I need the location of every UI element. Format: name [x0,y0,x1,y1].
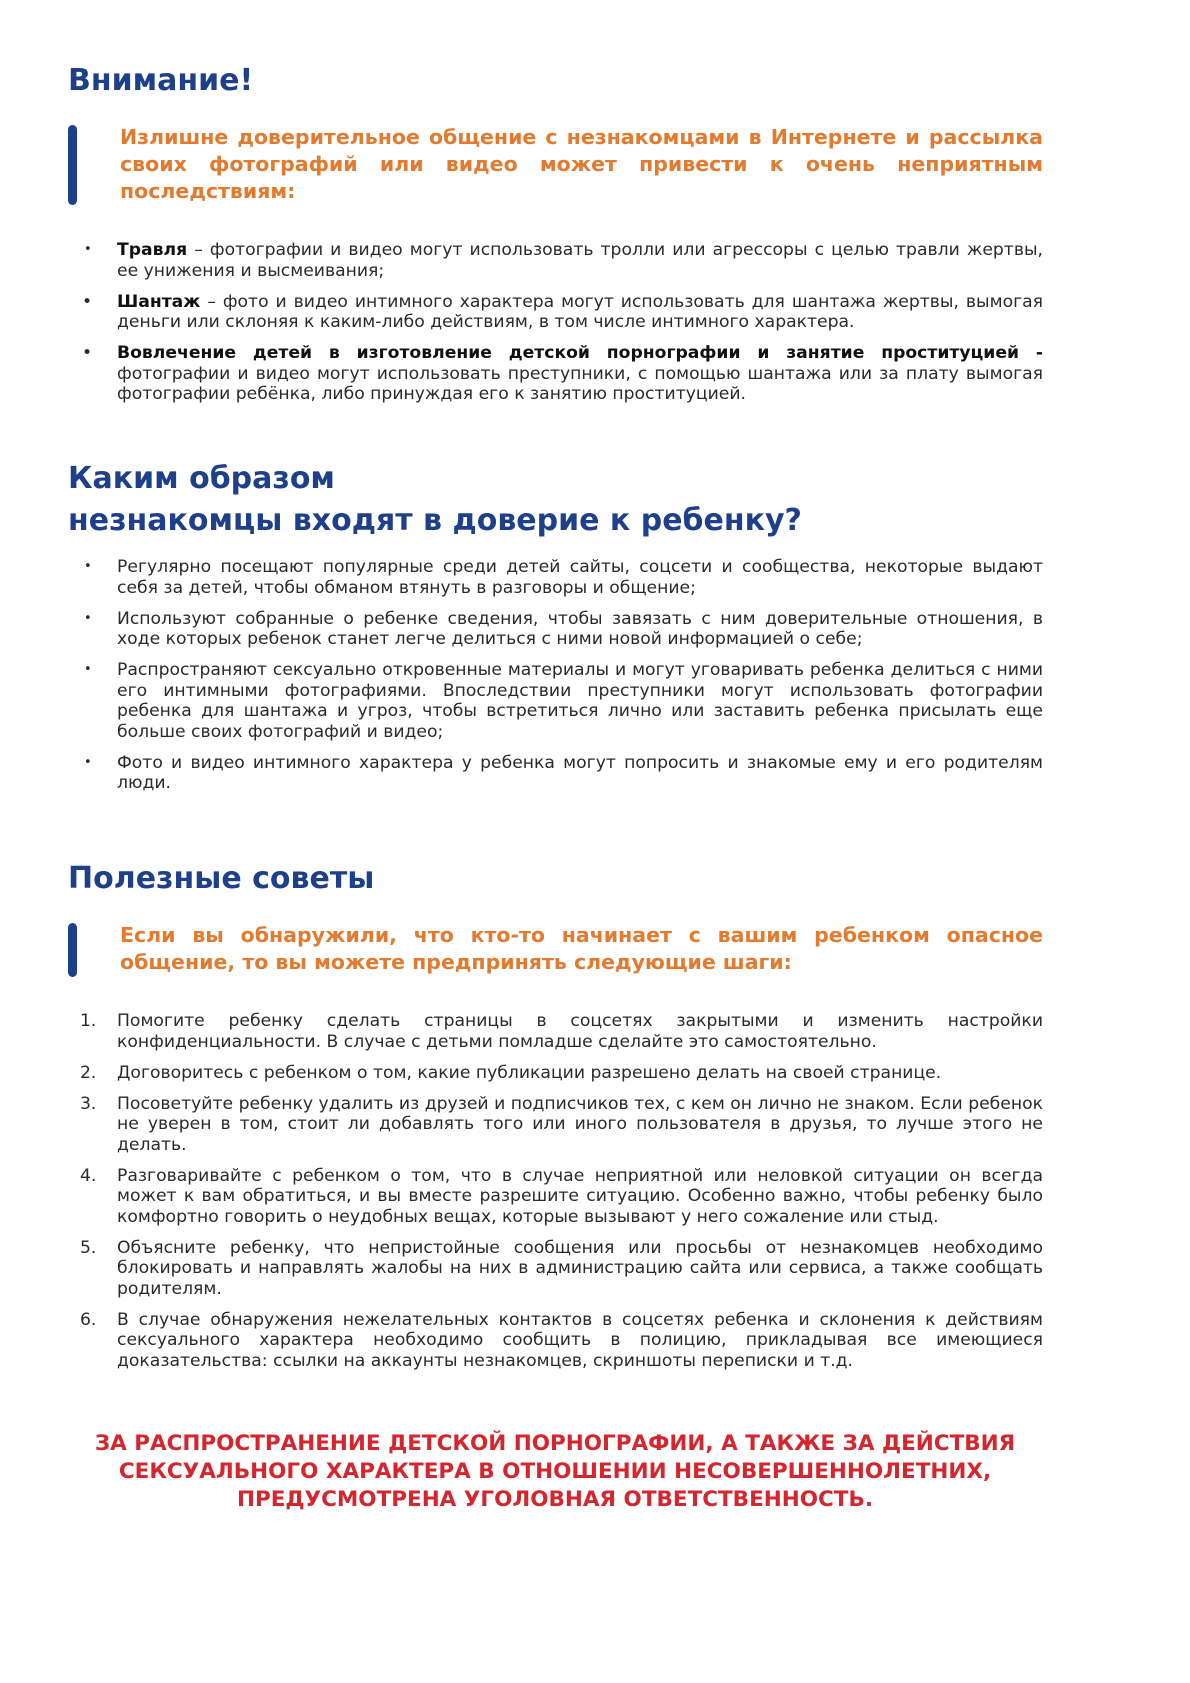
list-item [68,1063,1043,1084]
item-text: Разговаривайте с ребенком о том, что в случае неприятной или неловкой ситуации он всегда может к вам обратиться, и вы вместе разрешите ситуацию. Особенно важно, чтобы ребенку было комфортно говорить о неудобных вещах, которые вызывают у него сожаление или стыд. [117,1165,1043,1227]
item-text: Фото и видео интимного характера у ребенка могут попросить и знакомые ему и его родителям люди. [117,752,1043,793]
bullet-icon: • [84,754,92,770]
tips-callout-text: Если вы обнаружили, что кто-то начинает с вашим ребенком опасное общение, то вы можете предпринять следующие шаги: [120,923,1043,974]
warning-line: ЗА РАСПРОСТРАНЕНИЕ ДЕТСКОЙ ПОРНОГРАФИИ, А ТАКЖЕ ЗА ДЕЙСТВИЯ [94,1431,1016,1456]
item-number: 2. [80,1062,97,1083]
bullet-icon: • [84,662,92,677]
accent-bar [68,923,77,977]
list-item [68,557,1043,598]
item-text: – фотографии и видео могут использовать тролли или агрессоры с целью травли жертвы, ее унижения и высмеивания; [117,240,1043,281]
warning-line: СЕКСУАЛЬНОГО ХАРАКТЕРА В ОТНОШЕНИИ НЕСОВЕРШЕННОЛЕТНИХ, [118,1459,992,1484]
item-number: 1. [80,1011,97,1031]
accent-bar [68,125,77,205]
item-term: Шантаж [117,291,201,312]
bullet-icon: • [84,242,92,257]
legal-warning [60,1430,1050,1514]
item-text: – фото и видео интимного характера могут использовать для шантажа жертвы, вымогая деньги или склоняя к каким-либо действиям, в том числе интимного характера. [117,291,1043,332]
trust-list [68,557,1043,804]
item-number: 6. [80,1309,97,1330]
bullet-icon: • [84,559,92,574]
item-text: Используют собранные о ребенке сведения, чтобы завязать с ним доверительные отношения, в ходе которых ребенок станет легче делиться с ними новой информацией о себе; [117,608,1043,649]
item-text: фотографии и видео могут использовать преступники, с помощью шантажа или за плату вымогая фотографии ребёнка, либо принуждая его к занятию проституцией. [117,363,1043,404]
list-item [68,240,1043,281]
tips-callout [68,922,1043,976]
item-text: Помогите ребенку сделать страницы в соцсетях закрытыми и изменить настройки конфиденциальности. В случае с детьми помладше сделайте это самостоятельно. [117,1011,1043,1052]
list-item [68,292,1043,333]
item-text: Объясните ребенку, что непристойные сообщения или просьбы от незнакомцев необходимо блокировать и направлять жалобы на них в администрацию сайта или сервиса, а также сообщать родителям. [117,1237,1043,1299]
item-number: 3. [80,1093,97,1114]
section-trust [68,458,1043,542]
list-item [68,660,1043,742]
consequences-list [68,240,1043,415]
bullet-icon: • [84,610,92,626]
list-item [68,609,1043,650]
tips-heading: Полезные советы [68,861,375,896]
attention-callout [68,124,1043,205]
item-text: Посоветуйте ребенку удалить из друзей и подписчиков тех, с кем он лично не знаком. Если ребенок не уверен в том, стоит ли добавлять того или иного пользователя в друзья, то лучше этого не делать. [117,1093,1043,1155]
bullet-icon: • [82,343,93,363]
item-text: Регулярно посещают популярные среди детей сайты, соцсети и сообщества, некоторые выдают себя за детей, чтобы обманом втянуть в разговоры и общение; [117,557,1043,598]
trust-heading-line2: незнакомцы входят в доверие к ребенку? [68,503,802,538]
item-term: Вовлечение детей в изготовление детской порнографии и занятие проституцией - [117,343,1043,363]
item-text: Договоритесь с ребенком о том, какие публикации разрешено делать на своей странице. [117,1062,942,1083]
list-item [68,753,1043,794]
item-number: 5. [80,1237,97,1258]
list-item [68,1094,1043,1156]
attention-callout-text: Излишне доверительное общение с незнакомцами в Интернете и рассылка своих фотографий или видео может привести к очень неприятным последствиям: [120,125,1043,203]
list-item [68,343,1043,405]
list-item [68,1166,1043,1228]
list-item [68,1310,1043,1372]
tips-list [68,1011,1043,1382]
trust-heading-line1: Каким образом [68,461,335,496]
item-text: В случае обнаружения нежелательных контактов в соцсетях ребенка и склонения к действиям сексуального характера необходимо сообщить в полицию, прикладывая все имеющиеся доказательства: ссылки на аккаунты незнакомцев, скриншоты переписки и т.д. [117,1309,1043,1371]
section-tips [68,858,1043,900]
bullet-icon: • [82,291,93,312]
section-attention [68,60,1043,102]
item-text: Распространяют сексуально откровенные материалы и могут уговаривать ребенка делиться с ними его интимными фотографиями. Впоследствии преступники могут использовать фотографии ребенка для шантажа и угроз, чтобы встретиться лично или заставить ребенка присылать еще больше своих фотографий и видео; [117,660,1043,742]
warning-line: ПРЕДУСМОТРЕНА УГОЛОВНАЯ ОТВЕТСТВЕННОСТЬ. [236,1487,874,1512]
list-item [68,1238,1043,1300]
attention-heading: Внимание! [68,63,254,98]
item-number: 4. [80,1165,97,1186]
item-term: Травля [117,240,188,260]
list-item [68,1011,1043,1052]
